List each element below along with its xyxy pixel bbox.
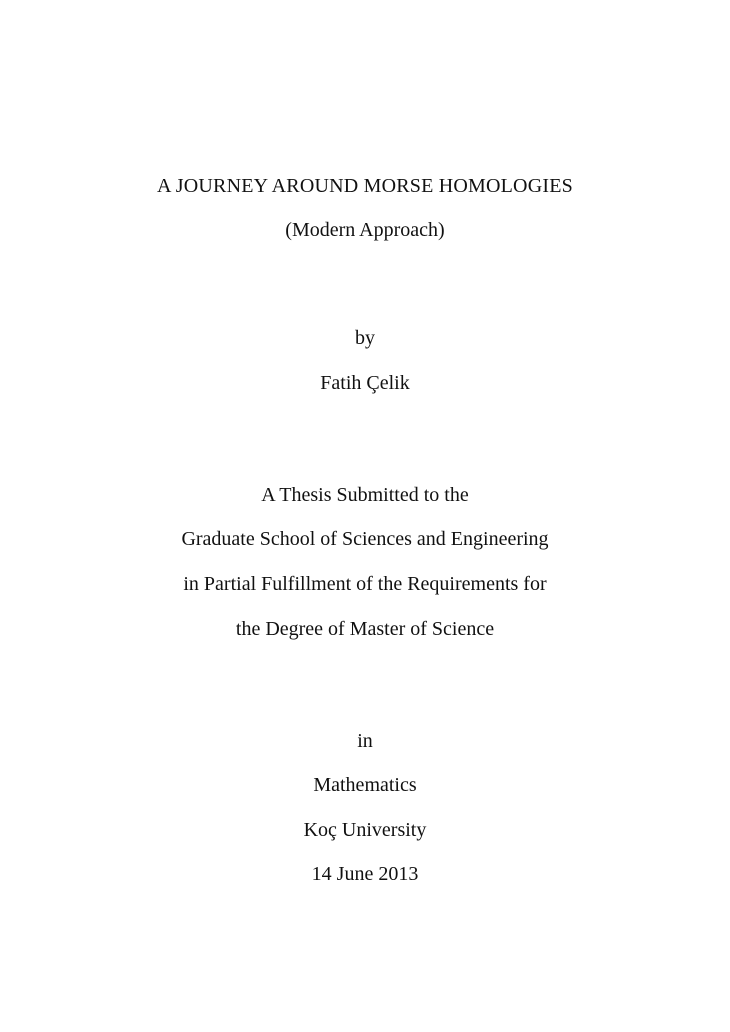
- university-name: Koç University: [303, 819, 427, 841]
- submission-date: 14 June 2013: [311, 863, 419, 885]
- field-of-study: Mathematics: [313, 774, 417, 796]
- by-label: by: [355, 327, 375, 349]
- thesis-subtitle: (Modern Approach): [285, 219, 445, 241]
- submission-line-2: Graduate School of Sciences and Engineering: [181, 528, 549, 550]
- thesis-title: A JOURNEY AROUND MORSE HOMOLOGIES: [157, 175, 573, 197]
- submission-line-3: in Partial Fulfillment of the Requirements for: [183, 573, 547, 595]
- submission-line-4: the Degree of Master of Science: [235, 618, 495, 640]
- submission-line-1: A Thesis Submitted to the: [261, 484, 469, 506]
- in-label: in: [357, 730, 373, 752]
- author-name: Fatih Çelik: [320, 372, 410, 394]
